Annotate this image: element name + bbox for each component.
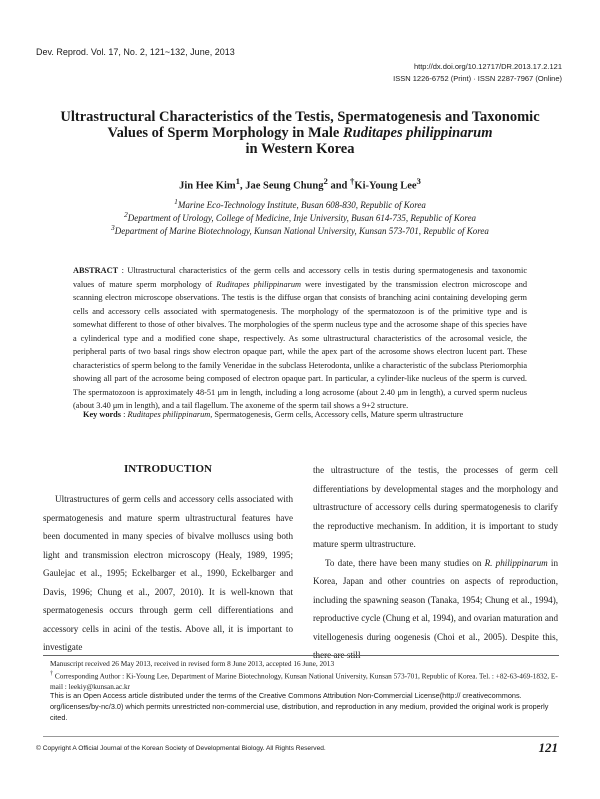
affiliation bbox=[30, 223, 570, 236]
open-access-notice: This is an Open Access article distributed under the terms of the Creative Commons Attribution Non-Commercial License(http:// creativecommons. org/licenses/by-nc/3.0) which permits unrestricted non-commercial use, distribution, and reproduction in any medium, provided the original work is properly cited. bbox=[50, 691, 549, 722]
footer-divider bbox=[43, 736, 559, 737]
article-title bbox=[30, 109, 570, 157]
section-heading: INTRODUCTION bbox=[123, 463, 212, 475]
body-column-left bbox=[43, 490, 293, 657]
copyright-notice: © Copyright A Official Journal of the Korean Society of Developmental Biology. All Rights Reserved. bbox=[36, 745, 326, 752]
title-line-1: Ultrastructural Characteristics of the Testis, Spermatogenesis and Taxonomic bbox=[60, 109, 540, 125]
keywords-label: Key words bbox=[83, 410, 122, 419]
author-name: Jin Hee Kim bbox=[179, 180, 236, 192]
abstract-label: ABSTRACT bbox=[73, 266, 119, 275]
affiliation bbox=[30, 197, 570, 210]
author-affiliation-mark: 3 bbox=[416, 176, 421, 186]
affiliation-mark: 1 bbox=[174, 197, 178, 206]
affiliation bbox=[30, 210, 570, 223]
abstract-text: were investigated by the transmission electron microscope and scanning electron microscope observations. The testis is the diffuse organ that consists of branching acini containing developing germ cells and accessory cells associated with spermatogenesis. The morphology of the spermatozoon is of the primitive type and is somewhat different to those of other bivalves. The morphologies of the sperm nucleus type and the acrosome shape of this species have a cylinderical type and a modified cone shape, respectively. As some ultrastructural characteristics of the acrosomal vesicle, the peripheral parts of two basal rings show electron opaque part, while the apex part of the acrosome shows electron lucent part. These characteristics of sperm belong to the family Veneridae in the subclass Heterodonta, unlike a characteristic of the subclass Pteriomorphia showing all part of the acrosome being composed of electron opaque part. In particular, a cylinder-like nucleus of the sperm is curved. The spermatozoon is approximately 48-51 μm in length, including a long acrosome (about 2.40 μm in length), a curved sperm nucleus (about 3.40 μm in length), and a tail flagellum. The axoneme of the sperm tail shows a 9+2 structure. bbox=[73, 279, 527, 411]
corresponding-author-mark: † bbox=[350, 176, 355, 186]
author-list bbox=[30, 176, 570, 192]
corresponding-mark: † bbox=[50, 671, 54, 677]
manuscript-dates: Manuscript received 26 May 2013, received in revised form 8 June 2013, accepted 16 June, 2013 bbox=[50, 659, 335, 668]
author-separator: and bbox=[327, 180, 351, 192]
affiliation-text: Department of Marine Biotechnology, Kunsan National University, Kunsan 573-701, Republic of Korea bbox=[114, 226, 489, 236]
keywords-species: Ruditapes philippinarum bbox=[127, 410, 211, 419]
paragraph-text: in Korea, Japan and other countries on aspects of reproduction, including the spawning season (Tanaka, 1954; Chung et al., 1994), reproductive cycle (Chung et al, 1994), and ovarian maturation and vitellogenesis during oogenesis (Choi et al., 2005). Despite this, there are still bbox=[313, 557, 558, 660]
title-line-2-text: Values of Sperm Morphology in Male bbox=[107, 125, 343, 141]
keywords-list: , Spermatogenesis, Germ cells, Accessory cells, Mature sperm ultrastructure bbox=[210, 410, 464, 419]
affiliation-text: Marine Eco-Technology Institute, Busan 608-830, Republic of Korea bbox=[177, 200, 426, 210]
paragraph bbox=[313, 554, 558, 665]
author-name: Jae Seung Chung bbox=[245, 180, 324, 192]
body-column-right bbox=[313, 461, 558, 665]
corresponding-author-note bbox=[50, 669, 560, 692]
keywords-separator: : bbox=[121, 410, 128, 419]
affiliation-mark: 3 bbox=[111, 223, 115, 232]
page-number: 121 bbox=[538, 740, 558, 755]
abstract-species: Ruditapes philippinarum bbox=[216, 279, 301, 289]
footnote-divider bbox=[43, 655, 559, 656]
species-name: R. philippinarum bbox=[484, 557, 548, 568]
author-affiliation-mark: 1 bbox=[235, 176, 241, 186]
title-species: Ruditapes philippinarum bbox=[343, 125, 493, 141]
paragraph: Ultrastructures of germ cells and accessory cells associated with spermatogenesis and mature sperm ultrastructural features have been documented in many species of bivalve molluscs using both light and transmission electron microscopy (Healy, 1989, 1995; Gaulejac et al., 1995; Eckelbarger et al., 1990, Eckelbarger and Davis, 1996; Chung et al., 2007, 2010). It is well-known that spermatogenesis occurs through germ cell differentiations and accessory cells in acini of the testis. Above all, it is important to investigate bbox=[43, 494, 293, 652]
affiliation-text: Department of Urology, College of Medicine, Inje University, Busan 614-735, Republic of Korea bbox=[127, 213, 477, 223]
title-line-2 bbox=[30, 125, 570, 141]
abstract-text: : Ultrastructural characteristics of the germ cells and accessory cells in testis during spermatogenesis and taxonomic values of mature sperm morphology of bbox=[73, 266, 527, 289]
journal-reference: Dev. Reprod. Vol. 17, No. 2, 121~132, June, 2013 bbox=[36, 47, 235, 57]
paragraph: the ultrastructure of the testis, the processes of germ cell differentiations by developmental stages and the morphology and ultrastructure of accessory cells during spermatogenesis to clarify the reproductive mechanism. In addition, it is important to study mature sperm ultrastructure. bbox=[313, 465, 558, 549]
abstract bbox=[73, 264, 527, 413]
keywords bbox=[83, 410, 533, 419]
author-affiliation-mark: 2 bbox=[323, 176, 328, 186]
doi-link[interactable]: http://dx.doi.org/10.12717/DR.2013.17.2.121 bbox=[413, 62, 562, 71]
affiliation-mark: 2 bbox=[123, 210, 128, 219]
author-separator: , bbox=[240, 180, 246, 192]
paragraph-text: To date, there have been many studies on bbox=[325, 557, 485, 568]
corresponding-text: Corresponding Author : Ki-Young Lee, Department of Marine Biotechnology, Kunsan National University, Kunsan 573-701, Republic of Korea. Tel. : +82-63-469-1832, E-mail : leekiy@kunsan.ac.kr bbox=[50, 671, 558, 692]
title-line-3: in Western Korea bbox=[245, 141, 355, 157]
author-name: Ki-Young Lee bbox=[354, 180, 417, 192]
issn-line: ISSN 1226-6752 (Print) · ISSN 2287-7967 (Online) bbox=[393, 74, 562, 83]
